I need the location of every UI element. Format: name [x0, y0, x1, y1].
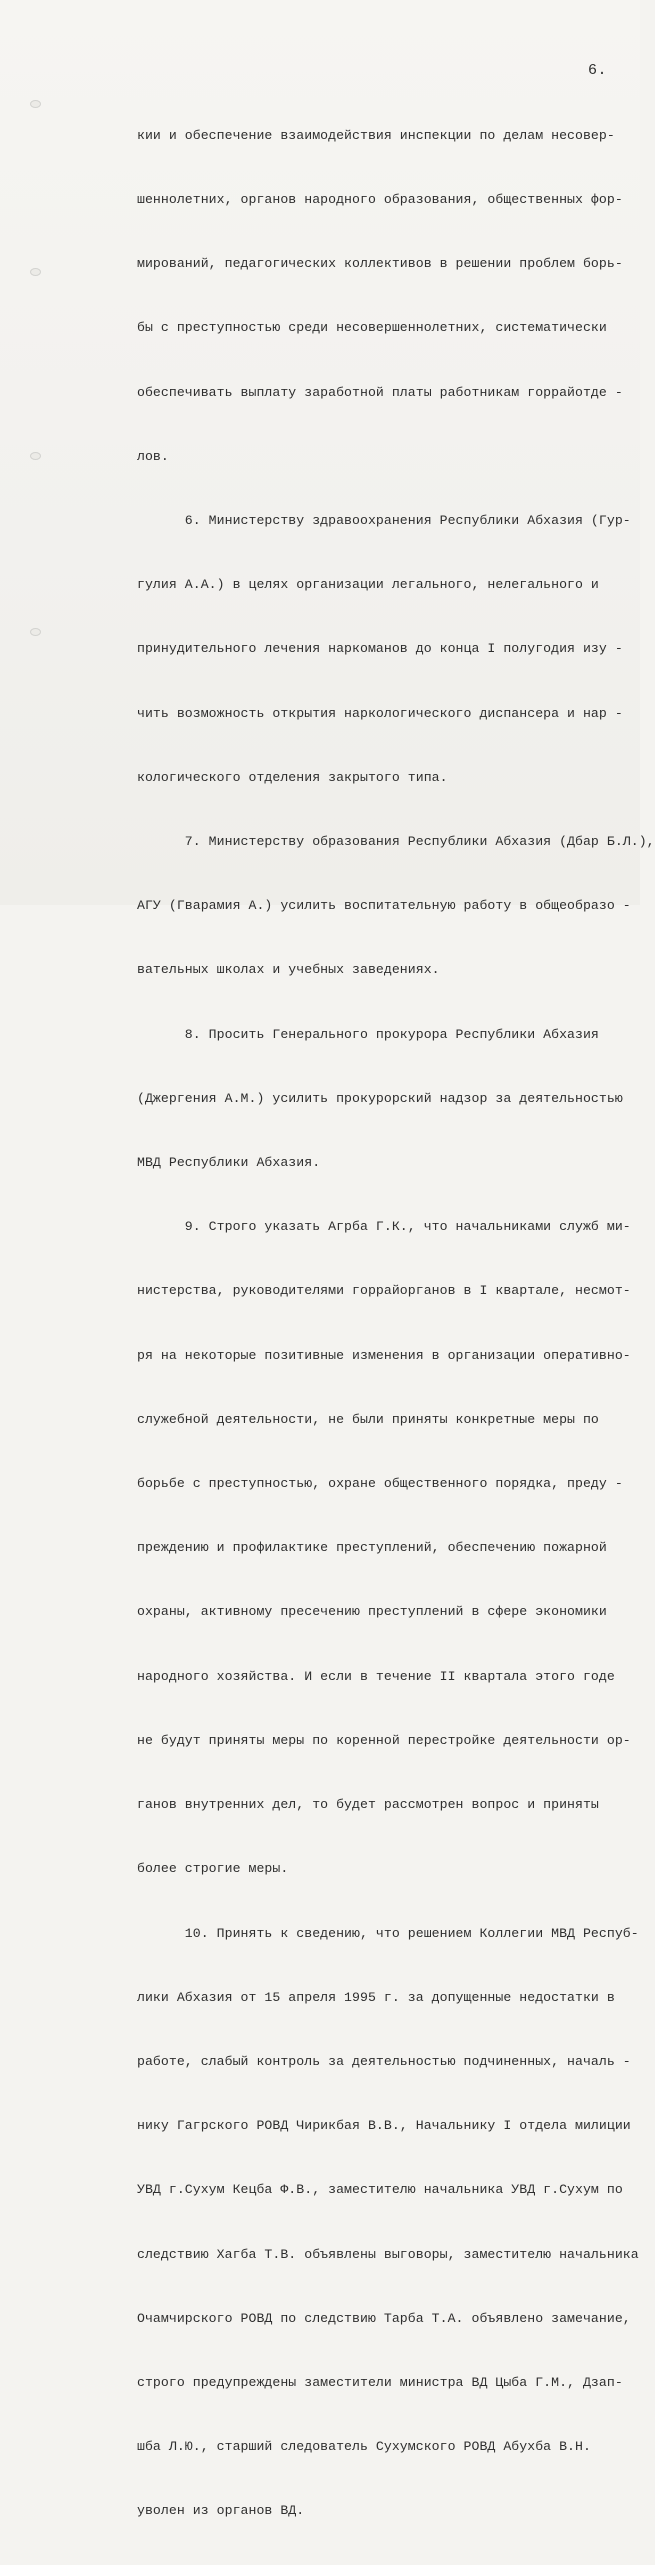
text-line: строго предупреждены заместители министра ВД Цыба Г.М., Дзап-	[137, 2374, 623, 2390]
punch-hole-mark	[30, 100, 41, 108]
text-line: ря на некоторые позитивные изменения в организации оперативно-	[137, 1347, 631, 1363]
text-line: гулия А.А.) в целях организации легального, нелегального и	[137, 577, 599, 593]
text-line: вательных школах и учебных заведениях.	[137, 962, 440, 978]
text-line: ганов внутренних дел, то будет рассмотрен вопрос и приняты	[137, 1797, 599, 1813]
text-line: Очамчирского РОВД по следствию Тарба Т.А. объявлено замечание,	[137, 2310, 631, 2326]
text-line: нику Гагрского РОВД Чирикбая В.В., Начальнику I отдела милиции	[137, 2118, 631, 2134]
text-line: 8. Просить Генерального прокурора Республики Абхазия	[137, 1026, 599, 1042]
text-line: мирований, педагогических коллективов в решении проблем борь-	[137, 256, 623, 272]
document-body	[137, 82, 655, 2565]
text-line: лов.	[137, 448, 169, 464]
text-line: АГУ (Гварамия А.) усилить воспитательную работу в общеобразо -	[137, 898, 631, 914]
text-line: шба Л.Ю., старший следователь Сухумского РОВД Абухба В.Н.	[137, 2439, 591, 2455]
text-line: не будут приняты меры по коренной перестройке деятельности ор-	[137, 1732, 631, 1748]
text-line: 7. Министерству образования Республики Абхазия (Дбар Б.Л.),	[137, 834, 655, 850]
text-line: охраны, активному пресечению преступлений в сфере экономики	[137, 1604, 607, 1620]
punch-hole-mark	[30, 452, 41, 460]
text-line: кии и обеспечение взаимодействия инспекции по делам несовер-	[137, 127, 615, 143]
text-line: борьбе с преступностью, охране общественного порядка, преду -	[137, 1476, 623, 1492]
text-line: шеннолетних, органов народного образования, общественных фор-	[137, 192, 623, 208]
page-number: 6.	[588, 62, 608, 79]
text-line: УВД г.Сухум Кецба Ф.В., заместителю начальника УВД г.Сухум по	[137, 2182, 623, 2198]
text-line: более строгие меры.	[137, 1861, 289, 1877]
punch-hole-mark	[30, 628, 41, 636]
text-line: 10. Принять к сведению, что решением Коллегии МВД Респуб-	[137, 1925, 639, 1941]
text-line: лики Абхазия от 15 апреля 1995 г. за допущенные недостатки в	[137, 1989, 615, 2005]
text-line: следствию Хагба Т.В. объявлены выговоры, заместителю начальника	[137, 2246, 639, 2262]
text-line: чить возможность открытия наркологического диспансера и нар -	[137, 705, 623, 721]
text-line: служебной деятельности, не были приняты конкретные меры по	[137, 1411, 599, 1427]
text-line: МВД Республики Абхазия.	[137, 1155, 321, 1171]
text-line: уволен из органов ВД.	[137, 2503, 305, 2519]
text-line: 9. Строго указать Агрба Г.К., что начальниками служб ми-	[137, 1219, 631, 1235]
text-line: 6. Министерству здравоохранения Республики Абхазия (Гур-	[137, 513, 631, 529]
text-line: (Джергения А.М.) усилить прокурорский надзор за деятельностью	[137, 1090, 623, 1106]
text-line: кологического отделения закрытого типа.	[137, 769, 448, 785]
text-line: принудительного лечения наркоманов до конца I полугодия изу -	[137, 641, 623, 657]
text-line: бы с преступностью среди несовершеннолетних, систематически	[137, 320, 607, 336]
text-line: обеспечивать выплату заработной платы работникам горрайотде -	[137, 384, 623, 400]
text-line: народного хозяйства. И если в течение II квартала этого годе	[137, 1668, 615, 1684]
text-line: нистерства, руководителями горрайорганов в I квартале, несмот-	[137, 1283, 631, 1299]
punch-hole-mark	[30, 268, 41, 276]
text-line: преждению и профилактике преступлений, обеспечению пожарной	[137, 1540, 607, 1556]
text-line: работе, слабый контроль за деятельностью подчиненных, началь -	[137, 2053, 631, 2069]
